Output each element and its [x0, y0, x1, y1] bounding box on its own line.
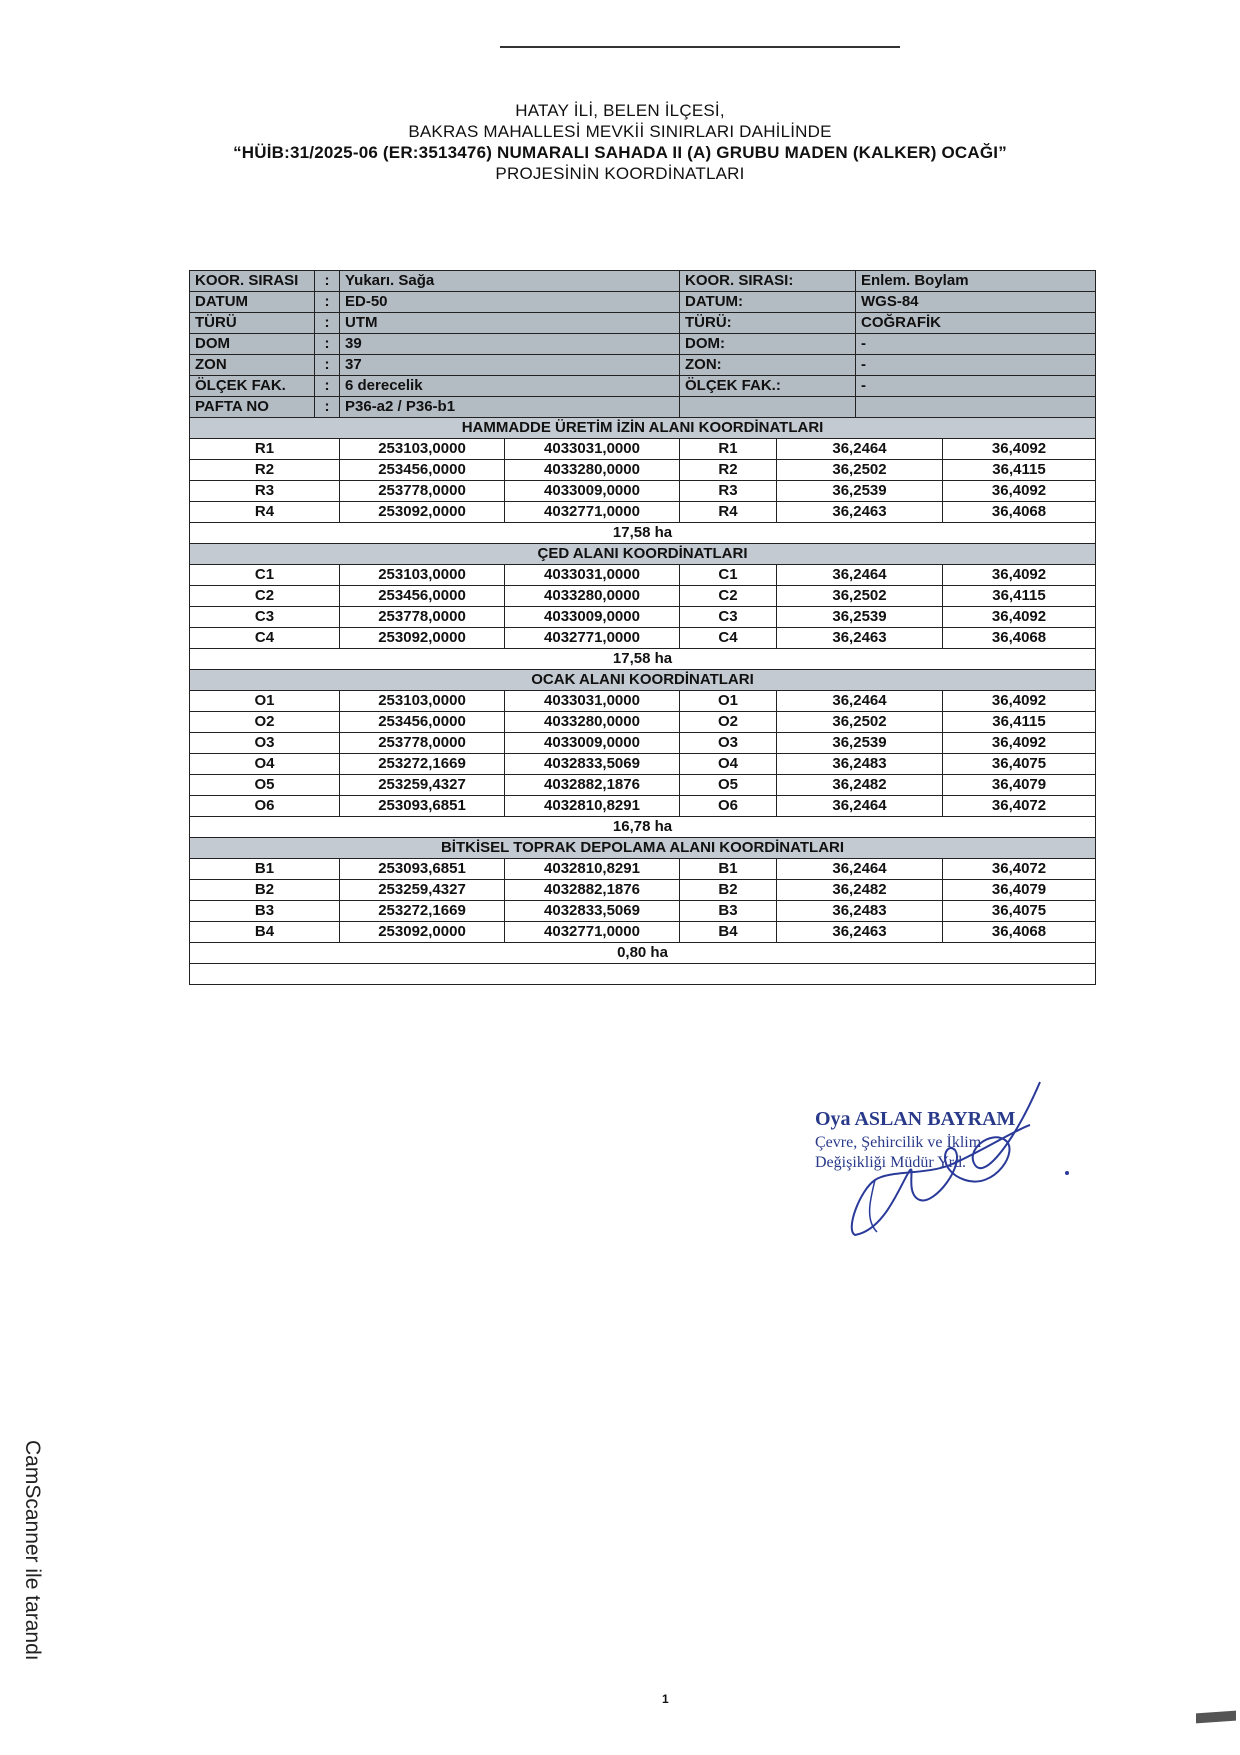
coordinate-row: [190, 607, 1096, 628]
point-id-geo: B3: [680, 901, 777, 922]
header-row: [190, 313, 1096, 334]
coordinate-row: [190, 460, 1096, 481]
longitude-value: 36,4072: [943, 796, 1096, 817]
utm-x-value: 4032882,1876: [505, 775, 680, 796]
point-id-geo: O3: [680, 733, 777, 754]
point-id-geo: R3: [680, 481, 777, 502]
header-left-value: ED-50: [340, 292, 680, 313]
coordinate-row: [190, 880, 1096, 901]
header-left-value: 6 derecelik: [340, 376, 680, 397]
longitude-value: 36,4079: [943, 880, 1096, 901]
header-right-label: ÖLÇEK FAK.:: [680, 376, 856, 397]
latitude-value: 36,2482: [777, 880, 943, 901]
section-title: HAMMADDE ÜRETİM İZİN ALANI KOORDİNATLARI: [190, 418, 1096, 439]
header-right-value: [856, 397, 1096, 418]
longitude-value: 36,4115: [943, 460, 1096, 481]
latitude-value: 36,2463: [777, 502, 943, 523]
utm-y-value: 253456,0000: [340, 712, 505, 733]
area-row: [190, 649, 1096, 670]
longitude-value: 36,4068: [943, 922, 1096, 943]
point-id-geo: B1: [680, 859, 777, 880]
utm-x-value: 4032833,5069: [505, 754, 680, 775]
header-right-label: DATUM:: [680, 292, 856, 313]
coordinate-row: [190, 922, 1096, 943]
latitude-value: 36,2539: [777, 481, 943, 502]
header-right-value: Enlem. Boylam: [856, 271, 1096, 292]
header-row: [190, 292, 1096, 313]
header-left-value: P36-a2 / P36-b1: [340, 397, 680, 418]
coordinate-row: [190, 901, 1096, 922]
latitude-value: 36,2464: [777, 796, 943, 817]
area-row: [190, 523, 1096, 544]
point-id-geo: C1: [680, 565, 777, 586]
header-colon: :: [315, 376, 340, 397]
utm-x-value: 4032810,8291: [505, 859, 680, 880]
title-line-3: “HÜİB:31/2025-06 (ER:3513476) NUMARALI SAHADA II (A) GRUBU MADEN (KALKER) OCAĞI”: [233, 143, 1007, 162]
document-title: [150, 100, 1090, 184]
header-left-value: 37: [340, 355, 680, 376]
point-id-geo: C3: [680, 607, 777, 628]
area-value: 17,58 ha: [190, 523, 1096, 544]
point-id-geo: O2: [680, 712, 777, 733]
point-id-geo: O4: [680, 754, 777, 775]
longitude-value: 36,4075: [943, 901, 1096, 922]
point-id-utm: R4: [190, 502, 340, 523]
latitude-value: 36,2464: [777, 859, 943, 880]
header-right-label: TÜRÜ:: [680, 313, 856, 334]
latitude-value: 36,2502: [777, 712, 943, 733]
header-left-label: PAFTA NO: [190, 397, 315, 418]
utm-x-value: 4033280,0000: [505, 460, 680, 481]
header-colon: :: [315, 292, 340, 313]
longitude-value: 36,4092: [943, 607, 1096, 628]
utm-y-value: 253259,4327: [340, 775, 505, 796]
section-title-row: [190, 838, 1096, 859]
utm-x-value: 4033280,0000: [505, 586, 680, 607]
scanner-watermark: CamScanner ile tarandı: [21, 1440, 44, 1661]
header-colon: :: [315, 313, 340, 334]
coordinate-row: [190, 502, 1096, 523]
coordinate-row: [190, 733, 1096, 754]
coordinate-row: [190, 712, 1096, 733]
point-id-utm: B3: [190, 901, 340, 922]
point-id-utm: C2: [190, 586, 340, 607]
point-id-utm: B4: [190, 922, 340, 943]
header-right-label: [680, 397, 856, 418]
signatory-name: Oya ASLAN BAYRAM: [815, 1108, 1016, 1130]
header-right-value: WGS-84: [856, 292, 1096, 313]
point-id-geo: O6: [680, 796, 777, 817]
longitude-value: 36,4092: [943, 439, 1096, 460]
header-row: [190, 376, 1096, 397]
section-title: BİTKİSEL TOPRAK DEPOLAMA ALANI KOORDİNATLARI: [190, 838, 1096, 859]
coordinate-row: [190, 565, 1096, 586]
blank-cell: [190, 964, 1096, 985]
latitude-value: 36,2539: [777, 733, 943, 754]
utm-x-value: 4032882,1876: [505, 880, 680, 901]
longitude-value: 36,4092: [943, 691, 1096, 712]
header-colon: :: [315, 271, 340, 292]
header-row: [190, 397, 1096, 418]
utm-x-value: 4032771,0000: [505, 922, 680, 943]
utm-y-value: 253778,0000: [340, 733, 505, 754]
longitude-value: 36,4068: [943, 628, 1096, 649]
header-left-label: ÖLÇEK FAK.: [190, 376, 315, 397]
point-id-geo: R1: [680, 439, 777, 460]
point-id-utm: B2: [190, 880, 340, 901]
utm-y-value: 253092,0000: [340, 502, 505, 523]
header-right-label: ZON:: [680, 355, 856, 376]
coordinate-row: [190, 439, 1096, 460]
longitude-value: 36,4092: [943, 565, 1096, 586]
coordinate-row: [190, 586, 1096, 607]
latitude-value: 36,2482: [777, 775, 943, 796]
title-line-2: BAKRAS MAHALLESİ MEVKİİ SINIRLARI DAHİLİNDE: [408, 122, 832, 141]
utm-x-value: 4033031,0000: [505, 565, 680, 586]
header-row: [190, 355, 1096, 376]
utm-x-value: 4032810,8291: [505, 796, 680, 817]
area-value: 16,78 ha: [190, 817, 1096, 838]
signatory-title-line-2: Değişikliği Müdür Yrd.: [815, 1154, 966, 1171]
utm-x-value: 4032771,0000: [505, 628, 680, 649]
header-right-value: -: [856, 376, 1096, 397]
point-id-utm: O4: [190, 754, 340, 775]
coordinate-row: [190, 775, 1096, 796]
longitude-value: 36,4115: [943, 712, 1096, 733]
handwritten-signature: [815, 1070, 1075, 1240]
header-left-label: TÜRÜ: [190, 313, 315, 334]
coordinate-row: [190, 796, 1096, 817]
utm-x-value: 4033009,0000: [505, 607, 680, 628]
utm-x-value: 4033280,0000: [505, 712, 680, 733]
utm-y-value: 253456,0000: [340, 586, 505, 607]
header-colon: :: [315, 397, 340, 418]
point-id-utm: R2: [190, 460, 340, 481]
title-line-4: PROJESİNİN KOORDİNATLARI: [495, 164, 745, 183]
utm-x-value: 4033031,0000: [505, 439, 680, 460]
header-left-value: 39: [340, 334, 680, 355]
section-title-row: [190, 544, 1096, 565]
point-id-geo: O1: [680, 691, 777, 712]
point-id-geo: R4: [680, 502, 777, 523]
longitude-value: 36,4092: [943, 733, 1096, 754]
point-id-utm: O6: [190, 796, 340, 817]
longitude-value: 36,4079: [943, 775, 1096, 796]
utm-y-value: 253103,0000: [340, 565, 505, 586]
signature-stamp: [815, 1070, 1075, 1240]
utm-y-value: 253093,6851: [340, 796, 505, 817]
coordinate-row: [190, 481, 1096, 502]
area-value: 0,80 ha: [190, 943, 1096, 964]
header-left-value: UTM: [340, 313, 680, 334]
point-id-utm: R1: [190, 439, 340, 460]
section-title: OCAK ALANI KOORDİNATLARI: [190, 670, 1096, 691]
point-id-geo: B2: [680, 880, 777, 901]
utm-y-value: 253456,0000: [340, 460, 505, 481]
header-left-label: ZON: [190, 355, 315, 376]
latitude-value: 36,2464: [777, 565, 943, 586]
latitude-value: 36,2483: [777, 901, 943, 922]
header-left-label: DATUM: [190, 292, 315, 313]
header-left-value: Yukarı. Sağa: [340, 271, 680, 292]
header-right-label: KOOR. SIRASI:: [680, 271, 856, 292]
latitude-value: 36,2464: [777, 439, 943, 460]
utm-y-value: 253103,0000: [340, 691, 505, 712]
latitude-value: 36,2483: [777, 754, 943, 775]
coordinate-row: [190, 754, 1096, 775]
section-title: ÇED ALANI KOORDİNATLARI: [190, 544, 1096, 565]
coordinate-row: [190, 628, 1096, 649]
utm-x-value: 4032833,5069: [505, 901, 680, 922]
point-id-geo: R2: [680, 460, 777, 481]
latitude-value: 36,2539: [777, 607, 943, 628]
utm-y-value: 253259,4327: [340, 880, 505, 901]
point-id-utm: O3: [190, 733, 340, 754]
longitude-value: 36,4072: [943, 859, 1096, 880]
point-id-geo: C2: [680, 586, 777, 607]
point-id-utm: O5: [190, 775, 340, 796]
section-title-row: [190, 670, 1096, 691]
coordinate-row: [190, 859, 1096, 880]
scan-corner-mark: [1196, 1711, 1236, 1724]
point-id-utm: C3: [190, 607, 340, 628]
scan-top-line: [500, 46, 900, 48]
utm-x-value: 4033009,0000: [505, 733, 680, 754]
coordinate-row: [190, 691, 1096, 712]
blank-row: [190, 964, 1096, 985]
utm-y-value: 253092,0000: [340, 922, 505, 943]
title-line-1: HATAY İLİ, BELEN İLÇESİ,: [515, 101, 725, 120]
header-right-value: -: [856, 355, 1096, 376]
utm-y-value: 253272,1669: [340, 901, 505, 922]
header-row: [190, 271, 1096, 292]
utm-x-value: 4033031,0000: [505, 691, 680, 712]
utm-x-value: 4032771,0000: [505, 502, 680, 523]
coordinates-table: [189, 270, 1096, 985]
signatory-title-line-1: Çevre, Şehircilik ve İklim: [815, 1134, 982, 1151]
header-colon: :: [315, 355, 340, 376]
area-row: [190, 943, 1096, 964]
latitude-value: 36,2464: [777, 691, 943, 712]
utm-x-value: 4033009,0000: [505, 481, 680, 502]
point-id-utm: C4: [190, 628, 340, 649]
header-right-label: DOM:: [680, 334, 856, 355]
area-value: 17,58 ha: [190, 649, 1096, 670]
point-id-geo: C4: [680, 628, 777, 649]
area-row: [190, 817, 1096, 838]
point-id-utm: C1: [190, 565, 340, 586]
header-left-label: DOM: [190, 334, 315, 355]
utm-y-value: 253093,6851: [340, 859, 505, 880]
point-id-utm: O1: [190, 691, 340, 712]
header-right-value: -: [856, 334, 1096, 355]
utm-y-value: 253272,1669: [340, 754, 505, 775]
header-colon: :: [315, 334, 340, 355]
latitude-value: 36,2502: [777, 586, 943, 607]
longitude-value: 36,4075: [943, 754, 1096, 775]
utm-y-value: 253092,0000: [340, 628, 505, 649]
utm-y-value: 253778,0000: [340, 481, 505, 502]
point-id-utm: B1: [190, 859, 340, 880]
header-right-value: COĞRAFİK: [856, 313, 1096, 334]
point-id-geo: B4: [680, 922, 777, 943]
page-number: 1: [662, 1692, 669, 1706]
latitude-value: 36,2463: [777, 628, 943, 649]
header-row: [190, 334, 1096, 355]
latitude-value: 36,2502: [777, 460, 943, 481]
point-id-utm: R3: [190, 481, 340, 502]
latitude-value: 36,2463: [777, 922, 943, 943]
point-id-geo: O5: [680, 775, 777, 796]
longitude-value: 36,4068: [943, 502, 1096, 523]
section-title-row: [190, 418, 1096, 439]
longitude-value: 36,4115: [943, 586, 1096, 607]
utm-y-value: 253778,0000: [340, 607, 505, 628]
point-id-utm: O2: [190, 712, 340, 733]
header-left-label: KOOR. SIRASI: [190, 271, 315, 292]
longitude-value: 36,4092: [943, 481, 1096, 502]
utm-y-value: 253103,0000: [340, 439, 505, 460]
